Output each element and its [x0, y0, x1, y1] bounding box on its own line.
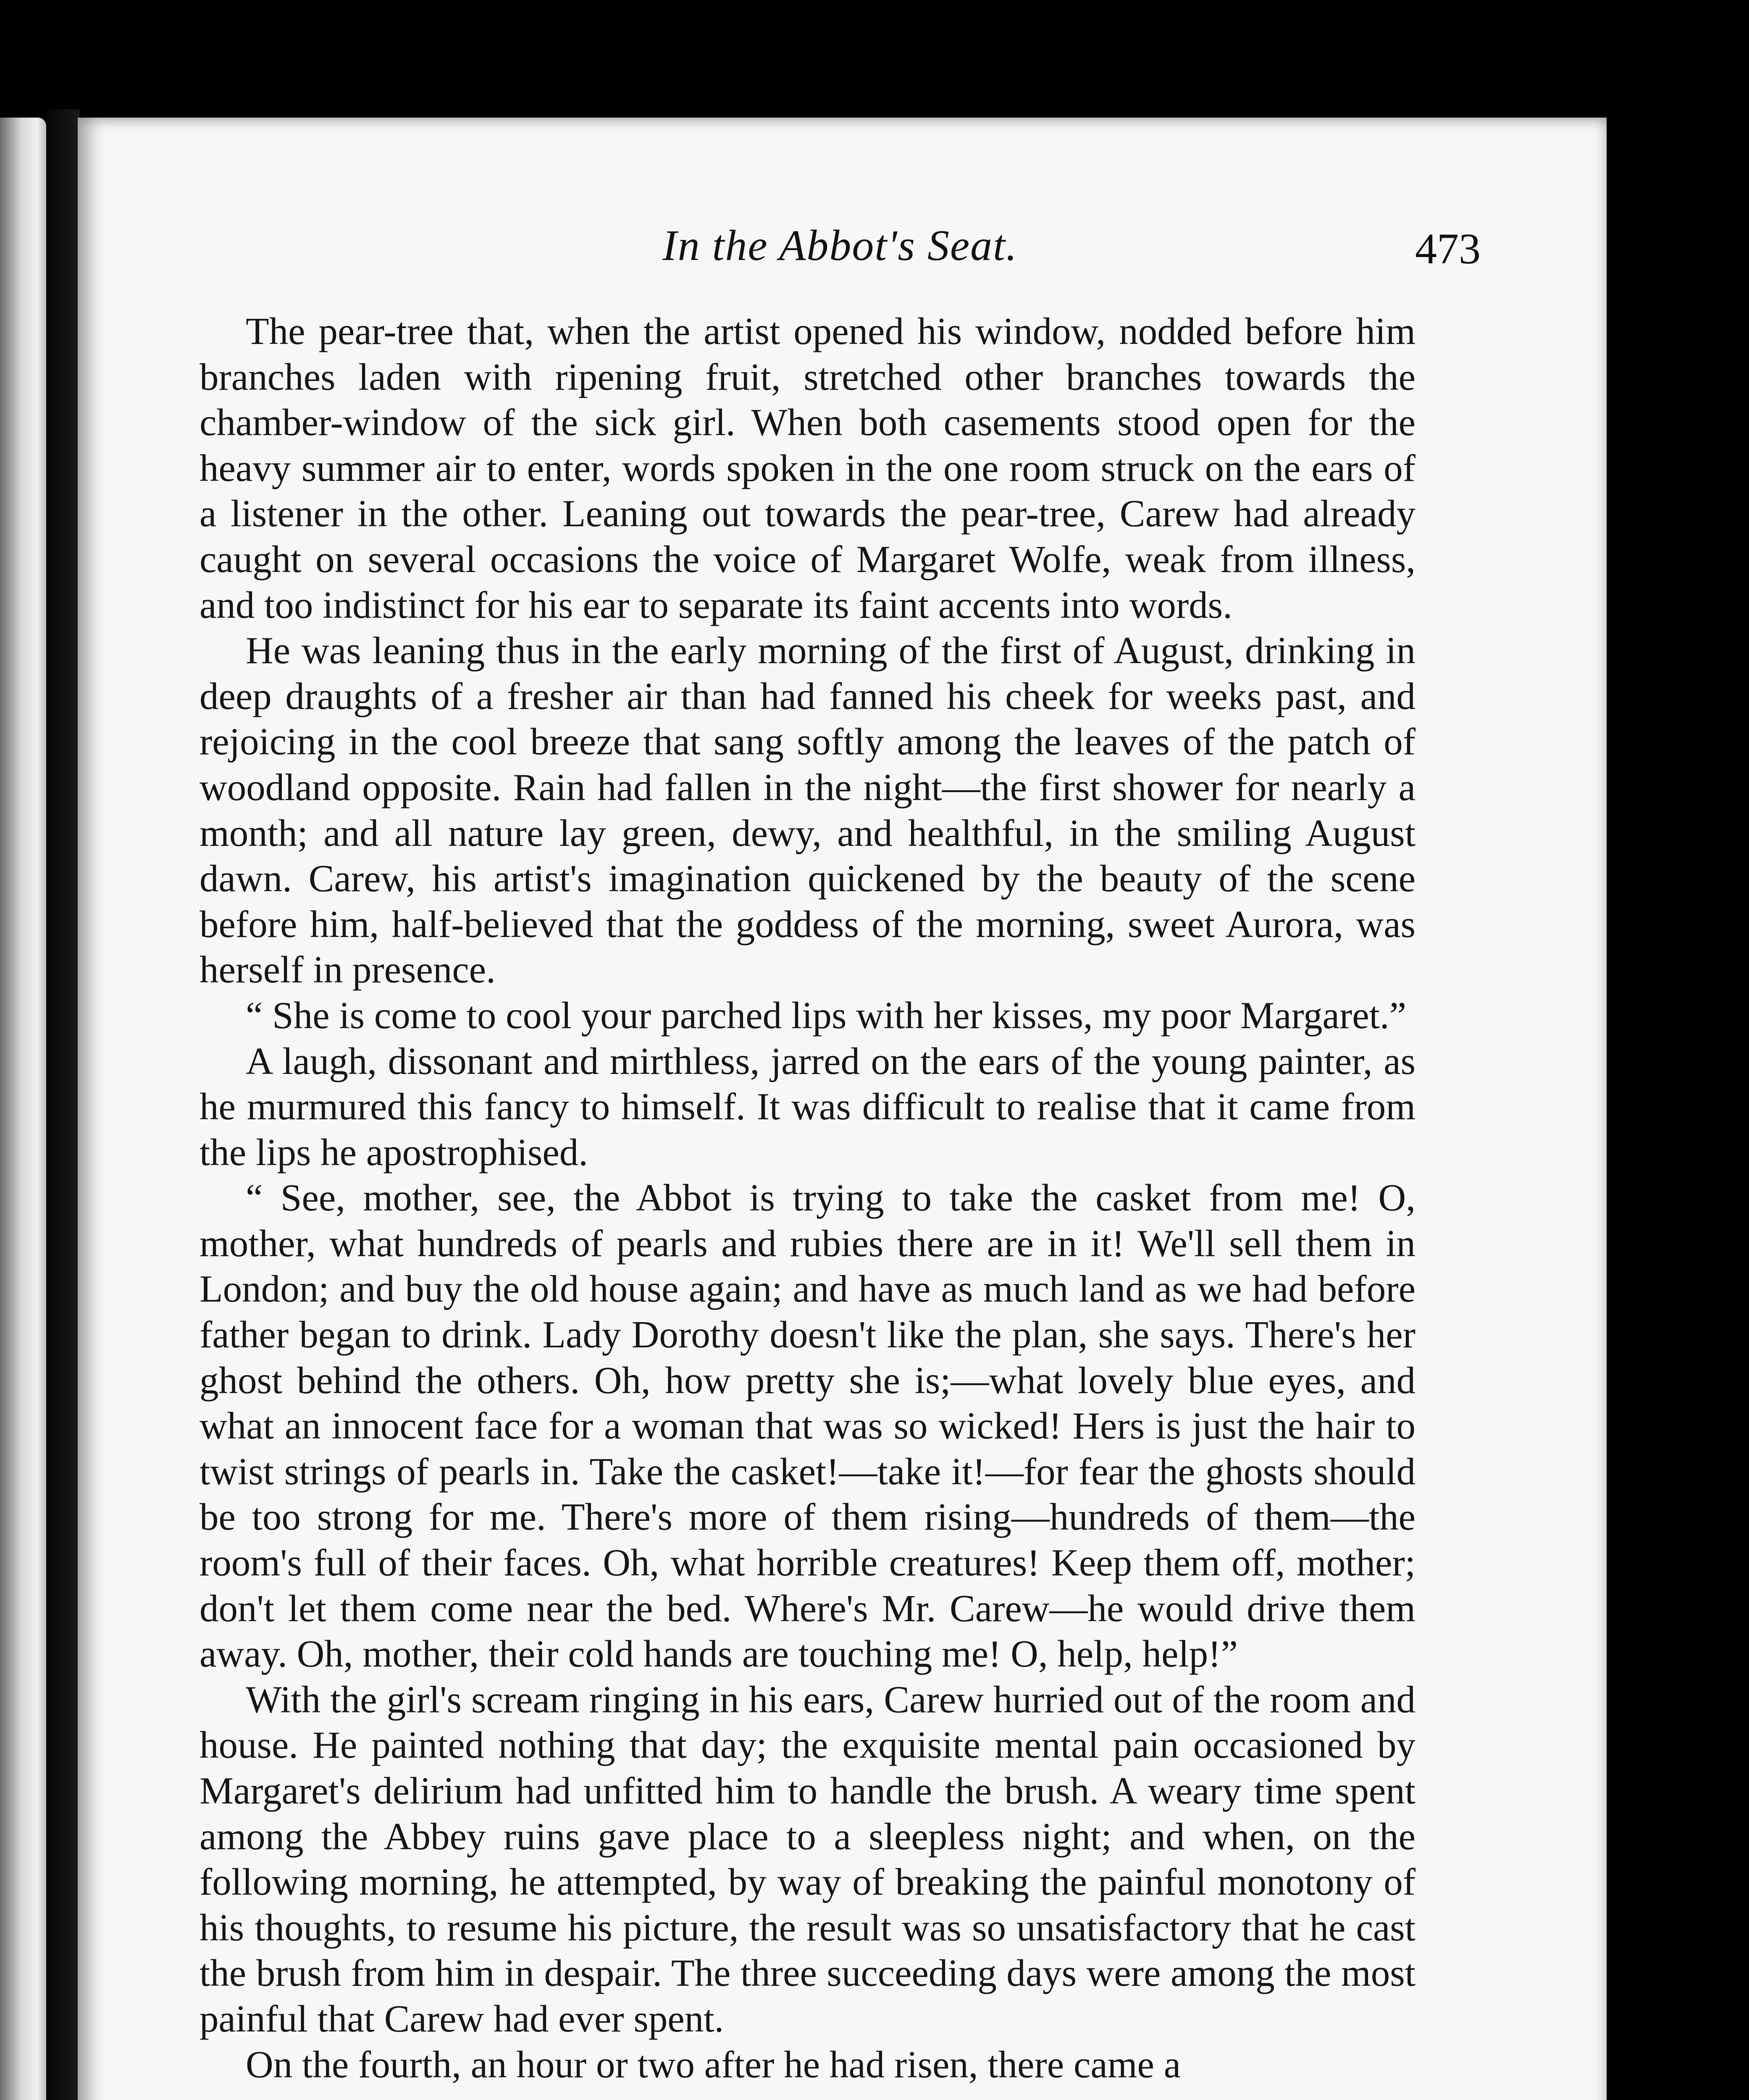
page-number: 473 [1415, 225, 1481, 273]
paragraph-3: “ She is come to cool your parched lips with her kisses, my poor Margaret.” [246, 994, 1407, 1037]
paragraph-1: The pear-tree that, when the artist opened his window, nodded before him branches laden with ripening fruit, stretched other branches towards the chamber-window of the sick girl. When both casements stood open for the heavy summer air to enter, words spoken in the one room struck on the ears of a listener in the other. Leaning out towards the pear-tree, Carew had already caught on several occasions the voice of Margaret Wolfe, weak from illness, and too indistinct for his ear to separate its faint accents into words. [200, 310, 1415, 626]
running-head [200, 220, 1481, 292]
running-title: In the Abbot's Seat. [662, 221, 1018, 270]
paragraph-2: He was leaning thus in the early morning of the first of August, drinking in deep draughts of a fresher air than had fanned his cheek for weeks past, and rejoicing in the cool breeze that sang softly among the leaves of the patch of woodland opposite. Rain had fallen in the night—the first shower for nearly a month; and all nature lay green, dewy, and healthful, in the smiling August dawn. Carew, his artist's imagination quickened by the beauty of the scene before him, half-believed that the goddess of the morning, sweet Aurora, was herself in presence. [200, 629, 1415, 991]
paragraph-6: With the girl's scream ringing in his ears, Carew hurried out of the room and house. He painted nothing that day; the exquisite mental pain occasioned by Margaret's delirium had unfitted him to handle the brush. A weary time spent among the Abbey ruins gave place to a sleepless night; and when, on the following morning, he attempted, by way of breaking the painful monotony of his thoughts, to resume his picture, the result was so unsatisfactory that he cast the brush from him in despair. The three succeeding days were among the most painful that Carew had ever spent. [200, 1678, 1415, 2040]
body-text [200, 309, 1415, 2087]
paragraph-7: On the fourth, an hour or two after he had risen, there came a [246, 2043, 1181, 2086]
paragraph-5: “ See, mother, see, the Abbot is trying to take the casket from me! O, mother, what hundreds of pearls and rubies there are in it! We'll sell them in London; and buy the old house again; and have as much land as we had before father began to drink. Lady Dorothy doesn't like the plan, she says. There's her ghost behind the others. Oh, how pretty she is;—what lovely blue eyes, and what an innocent face for a woman that was so wicked! Hers is just the hair to twist strings of pearls in. Take the casket!—take it!—for fear the ghosts should be too strong for me. There's more of them rising—hundreds of them—the room's full of their faces. Oh, what horrible creatures! Keep them off, mother; don't let them come near the bed. Where's Mr. Carew—he would drive them away. Oh, mother, their cold hands are touching me! O, help, help!” [200, 1176, 1415, 1675]
book-page [78, 118, 1607, 2100]
paragraph-4: A laugh, dissonant and mirthless, jarred on the ears of the young painter, as he murmured this fancy to himself. It was difficult to realise that it came from the lips he apostrophised. [200, 1040, 1415, 1173]
book-spine-shadow [46, 109, 80, 2100]
facing-page-edge [0, 118, 46, 2100]
